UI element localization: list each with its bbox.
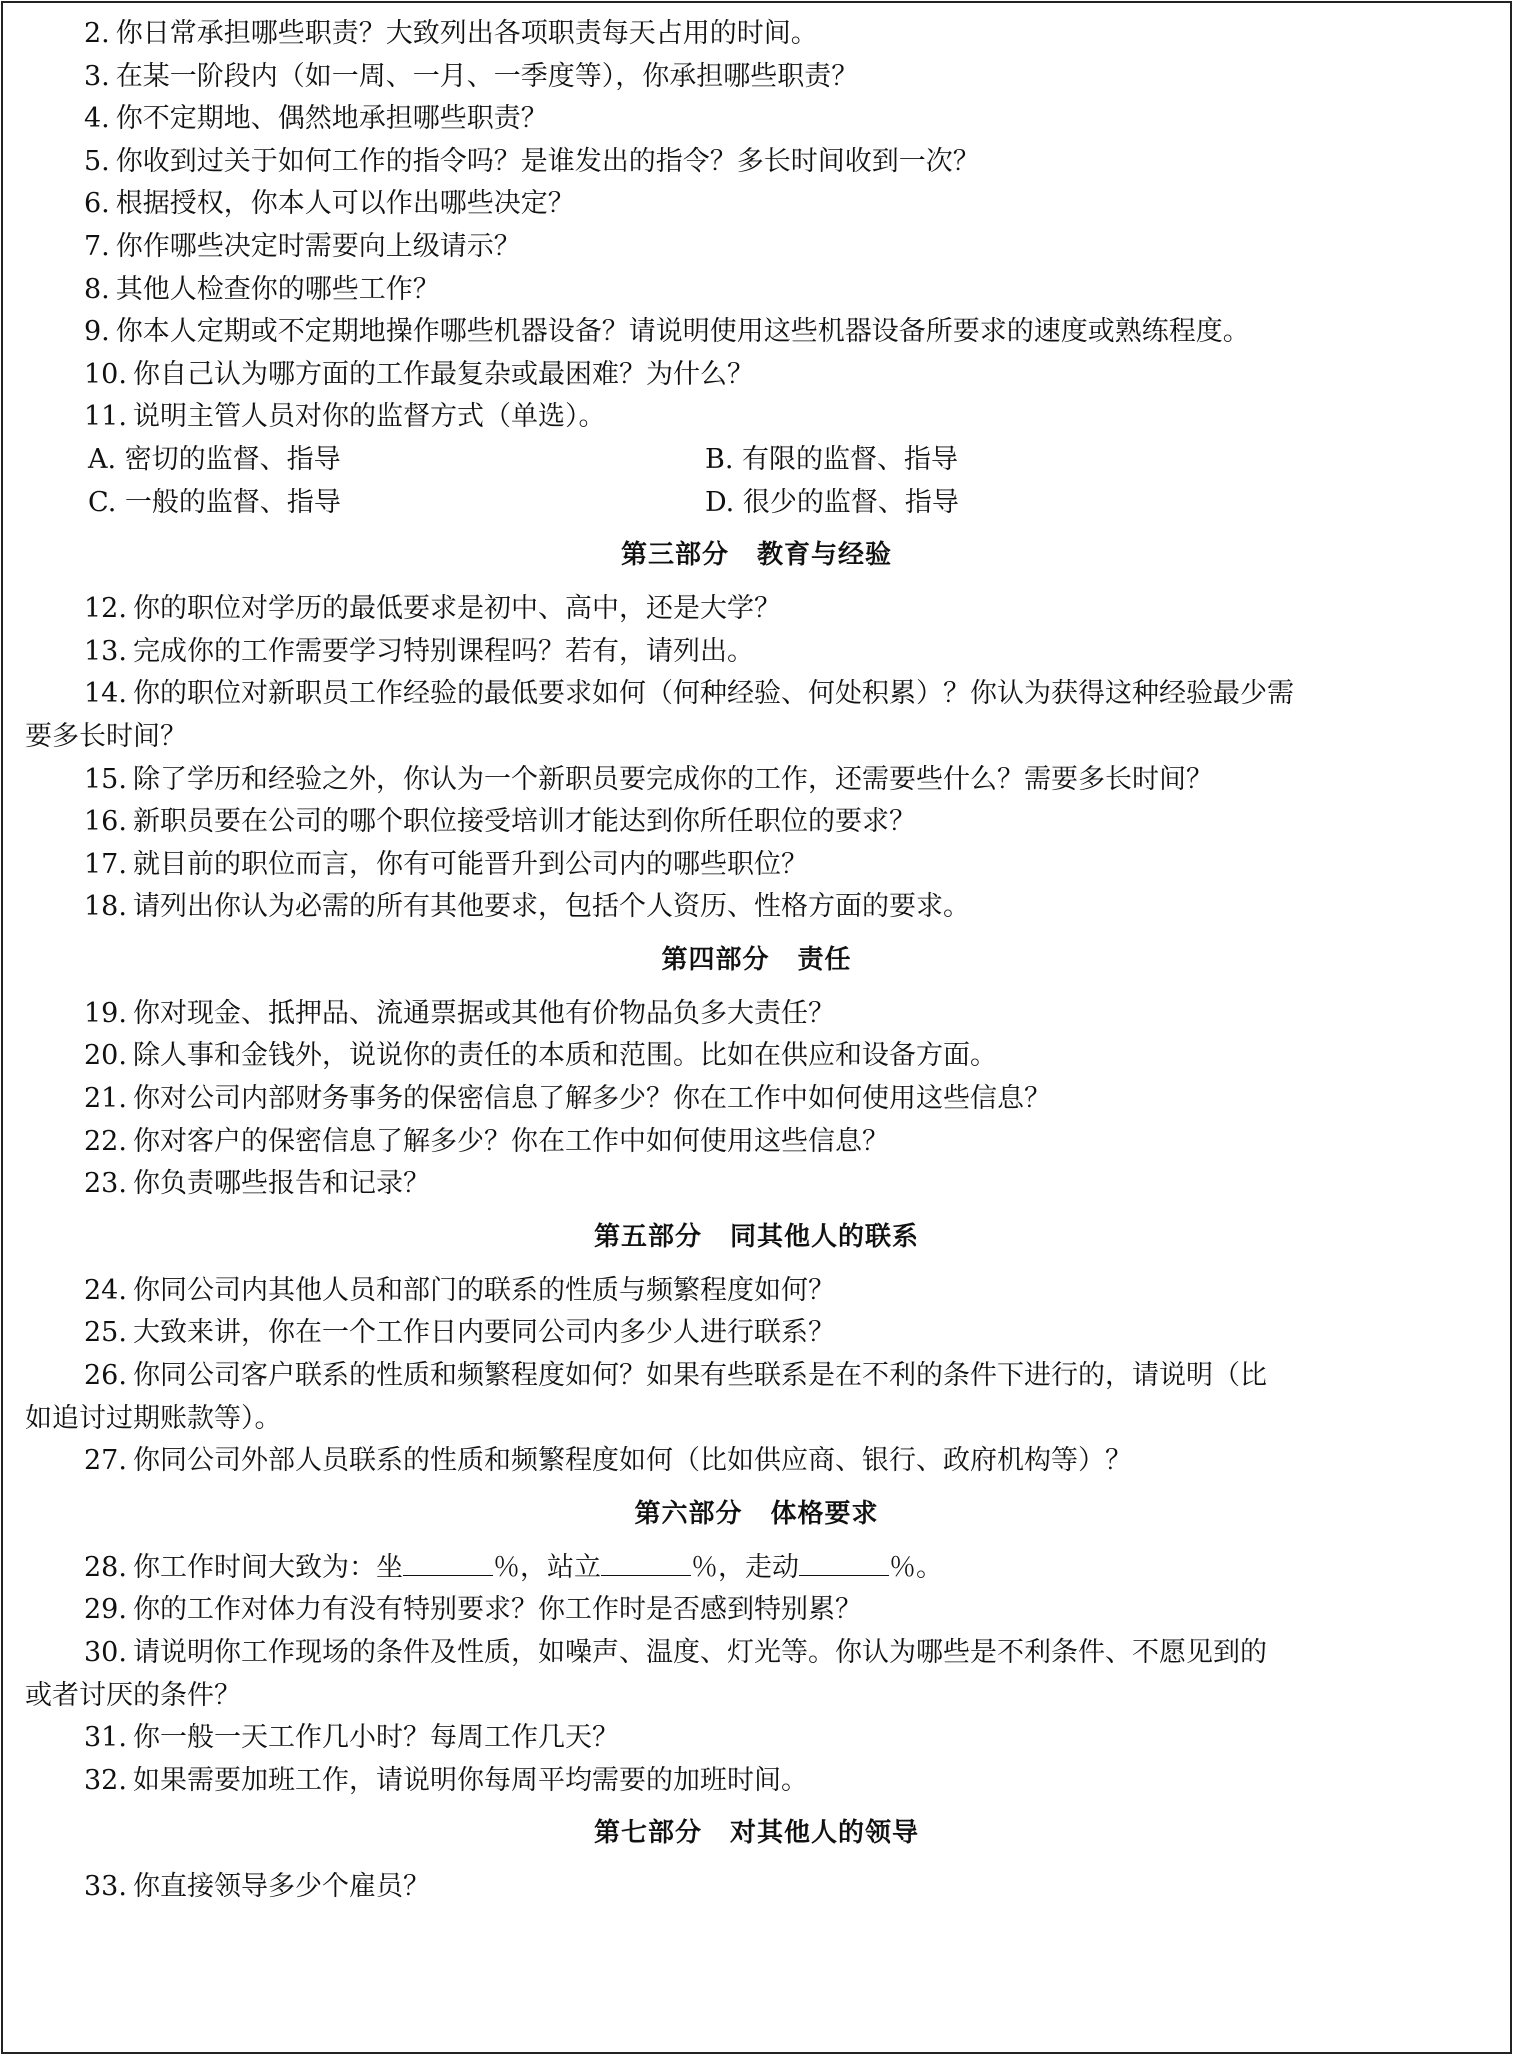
question-19: 19. 你对现金、抵押品、流通票据或其他有价物品负多大责任？ <box>84 997 835 1029</box>
section-3-heading: 第三部分 教育与经验 <box>620 540 893 571</box>
question-18: 18. 请列出你认为必需的所有其他要求，包括个人资历、性格方面的要求。 <box>84 891 970 923</box>
question-16: 16. 新职员要在公司的哪个职位接受培训才能达到你所任职位的要求？ <box>84 806 916 838</box>
option-c[interactable]: C. 一般的监督、指导 <box>88 486 341 518</box>
question-3: 3. 在某一阶段内（如一周、一月、一季度等），你承担哪些职责？ <box>84 60 859 92</box>
question-30: 30. 请说明你工作现场的条件及性质，如噪声、温度、灯光等。你认为哪些是不利条件、不愿见到的 <box>84 1637 1267 1668</box>
options-row-1 <box>25 439 1488 482</box>
question-28: 28. 你工作时间大致为：坐 ％，站立 ％，走动 ％。 <box>25 1547 1488 1590</box>
question-8: 8. 其他人检查你的哪些工作？ <box>84 273 440 305</box>
question-27: 27. 你同公司外部人员联系的性质和频繁程度如何（比如供应商、银行、政府机构等）？ <box>84 1445 1132 1477</box>
option-a[interactable]: A. 密切的监督、指导 <box>88 443 341 475</box>
question-11: 11. 说明主管人员对你的监督方式（单选）。 <box>84 401 606 433</box>
question-23: 23. 你负责哪些报告和记录？ <box>84 1168 430 1200</box>
question-4: 4. 你不定期地、偶然地承担哪些职责？ <box>84 103 548 135</box>
question-13: 13. 完成你的工作需要学习特别课程吗？若有，请列出。 <box>84 635 754 667</box>
option-d[interactable]: D. 很少的监督、指导 <box>705 486 959 518</box>
question-26-continued: 如追讨过期账款等）。 <box>25 1402 282 1434</box>
section-4-heading: 第四部分 责任 <box>661 944 852 975</box>
question-15: 15. 除了学历和经验之外，你认为一个新职员要完成你的工作，还需要些什么？需要多长时间？ <box>84 763 1213 795</box>
question-21: 21. 你对公司内部财务事务的保密信息了解多少？你在工作中如何使用这些信息？ <box>84 1083 1051 1115</box>
question-20: 20. 除人事和金钱外，说说你的责任的本质和范围。比如在供应和设备方面。 <box>84 1040 997 1072</box>
question-32: 32. 如果需要加班工作，请说明你每周平均需要的加班时间。 <box>84 1764 808 1796</box>
standing-percent-blank[interactable] <box>601 1549 691 1576</box>
question-30-continued: 或者讨厌的条件？ <box>25 1679 241 1711</box>
question-24: 24. 你同公司内其他人员和部门的联系的性质与频繁程度如何？ <box>84 1274 835 1306</box>
question-2: 2. 你日常承担哪些职责？大致列出各项职责每天占用的时间。 <box>84 18 818 49</box>
section-6-heading: 第六部分 体格要求 <box>634 1498 879 1529</box>
question-25: 25. 大致来讲，你在一个工作日内要同公司内多少人进行联系？ <box>84 1317 835 1349</box>
question-7: 7. 你作哪些决定时需要向上级请示？ <box>84 230 521 262</box>
question-26: 26. 你同公司客户联系的性质和频繁程度如何？如果有些联系是在不利的条件下进行的，请说明（比 <box>84 1360 1267 1392</box>
question-31: 31. 你一般一天工作几小时？每周工作几天？ <box>84 1722 619 1754</box>
question-17: 17. 就目前的职位而言，你有可能晋升到公司内的哪些职位？ <box>84 848 808 880</box>
question-9: 9. 你本人定期或不定期地操作哪些机器设备？请说明使用这些机器设备所要求的速度或熟练程度。 <box>84 316 1250 348</box>
question-22: 22. 你对客户的保密信息了解多少？你在工作中如何使用这些信息？ <box>84 1125 889 1157</box>
walking-percent-blank[interactable] <box>799 1549 889 1576</box>
sitting-percent-blank[interactable] <box>403 1549 493 1576</box>
option-b[interactable]: B. 有限的监督、指导 <box>705 443 959 475</box>
question-14: 14. 你的职位对新职员工作经验的最低要求如何（何种经验、何处积累）？你认为获得这种经验最少需 <box>84 678 1294 710</box>
question-29: 29. 你的工作对体力有没有特别要求？你工作时是否感到特别累？ <box>84 1594 862 1626</box>
section-7-heading: 第七部分 对其他人的领导 <box>593 1818 920 1849</box>
section-5-heading: 第五部分 同其他人的联系 <box>593 1221 920 1252</box>
question-6: 6. 根据授权，你本人可以作出哪些决定？ <box>84 188 575 220</box>
question-10: 10. 你自己认为哪方面的工作最复杂或最困难？为什么？ <box>84 358 754 390</box>
question-5: 5. 你收到过关于如何工作的指令吗？是谁发出的指令？多长时间收到一次？ <box>84 145 980 177</box>
options-row-2 <box>25 482 1488 525</box>
questionnaire-page <box>1 1 1512 2054</box>
question-33: 33. 你直接领导多少个雇员？ <box>84 1871 430 1903</box>
question-14-continued: 要多长时间？ <box>25 720 187 752</box>
question-12: 12. 你的职位对学历的最低要求是初中、高中，还是大学？ <box>84 593 781 625</box>
